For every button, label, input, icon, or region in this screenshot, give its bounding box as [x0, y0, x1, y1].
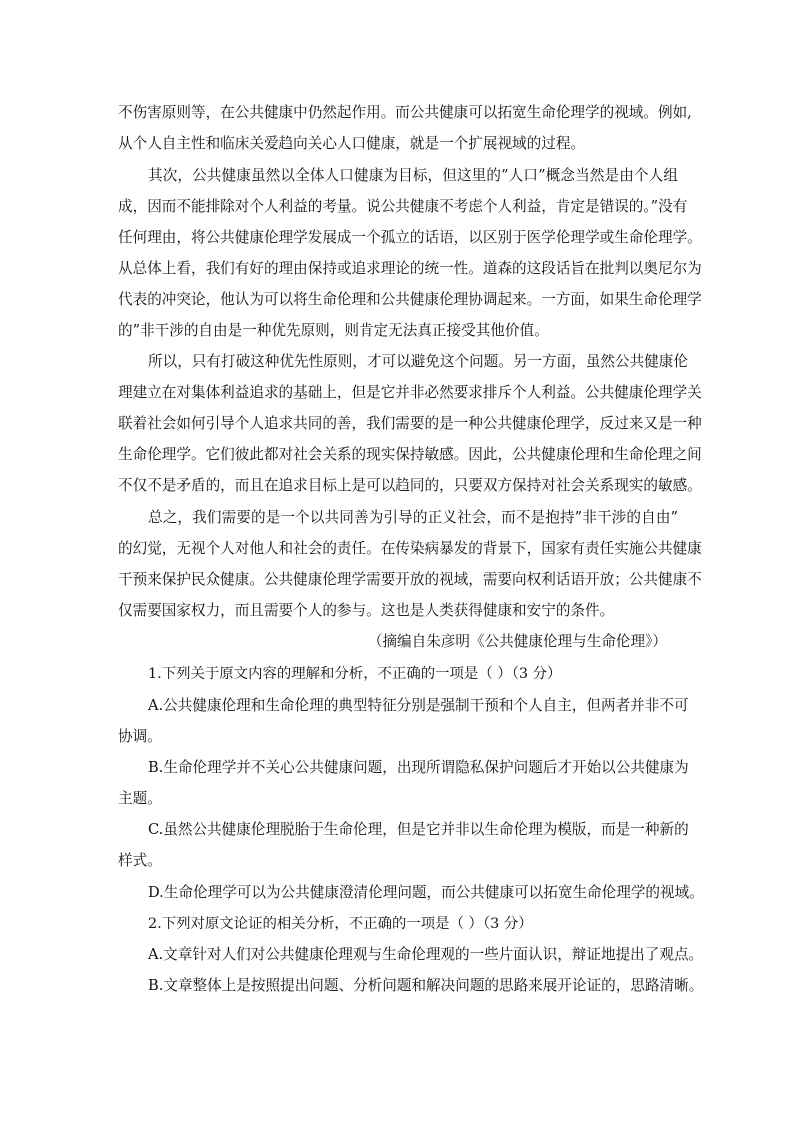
paragraph-line: 联着社会如何引导个人追求共同的善，我们需要的是一种公共健康伦理学，反过来又是一种	[118, 415, 702, 432]
paragraph-line: 的”非干涉的自由是一种优先原则，则肯定无法真正接受其他价值。	[118, 322, 549, 339]
paragraph-line: 生命伦理学。它们彼此都对社会关系的现实保持敏感。因此，公共健康伦理和生命伦理之间	[118, 446, 702, 463]
paragraph-line: 代表的冲突论，他认为可以将生命伦理和公共健康伦理协调起来。一方面，如果生命伦理学	[118, 291, 702, 308]
paragraph-line: 总之，我们需要的是一个以共同善为引导的正义社会，而不是抱持”非干涉的自由”	[148, 509, 678, 526]
question-1-option-a: A.公共健康伦理和生命伦理的典型特征分别是强制干预和个人自主，但两者并非不可	[148, 697, 689, 714]
paragraph-line: 其次，公共健康虽然以全体人口健康为目标，但这里的”人口”概念当然是由个人组	[148, 167, 678, 184]
source-attribution: （摘编自朱彦明《公共健康伦理与生命伦理》）	[367, 633, 667, 650]
paragraph-line: 从总体上看，我们有好的理由保持或追求理论的统一性。道森的这段话旨在批判以奥尼尔为	[118, 260, 702, 277]
question-1-option-c-cont: 样式。	[118, 852, 162, 869]
question-1-option-c: C.虽然公共健康伦理脱胎于生命伦理，但是它并非以生命伦理为模版，而是一种新的	[148, 821, 689, 838]
question-1-stem: 1.下列关于原文内容的理解和分析，不正确的一项是（ ）（3 分）	[148, 666, 562, 682]
paragraph-line: 理建立在对集体利益追求的基础上，但是它并非必然要求排斥个人利益。公共健康伦理学关	[118, 384, 702, 401]
question-1-option-a-cont: 协调。	[118, 728, 162, 745]
paragraph-line: 成，因而不能排除对个人利益的考量。说公共健康不考虑个人利益，肯定是错误的。”没有	[118, 198, 688, 215]
paragraph-line: 所以，只有打破这种优先性原则，才可以避免这个问题。另一方面，虽然公共健康伦	[148, 353, 688, 370]
paragraph-line: 不仅不是矛盾的，而且在追求目标上是可以趋同的，只要双方保持对社会关系现实的敏感。	[118, 477, 702, 494]
paragraph-line: 的幻觉，无视个人对他人和社会的责任。在传染病暴发的背景下，国家有责任实施公共健康	[118, 540, 702, 557]
paragraph-line: 仅需要国家权力，而且需要个人的参与。这也是人类获得健康和安宁的条件。	[118, 602, 615, 619]
question-1-option-b: B.生命伦理学并不关心公共健康问题，出现所谓隐私保护问题后才开始以公共健康为	[148, 759, 689, 776]
question-2-stem: 2.下列对原文论证的相关分析，不正确的一项是（ ）（3 分）	[148, 916, 533, 932]
paragraph-line: 不伤害原则等，在公共健康中仍然起作用。而公共健康可以拓宽生命伦理学的视域。例如,	[118, 104, 692, 121]
paragraph-line: 任何理由，将公共健康伦理学发展成一个孤立的话语，以区别于医学伦理学或生命伦理学。	[118, 229, 702, 246]
question-1-option-b-cont: 主题。	[118, 790, 162, 807]
question-2-option-b: B.文章整体上是按照提出问题、分析问题和解决问题的思路来展开论证的，思路清晰。	[148, 977, 704, 994]
question-1-option-d: D.生命伦理学可以为公共健康澄清伦理问题，而公共健康可以拓宽生命伦理学的视域。	[148, 884, 704, 901]
paragraph-line: 干预来保护民众健康。公共健康伦理学需要开放的视域，需要向权利话语开放；公共健康不	[118, 571, 702, 588]
paragraph-line: 从个人自主性和临床关爱趋向关心人口健康，就是一个扩展视域的过程。	[118, 135, 586, 152]
question-2-option-a: A.文章针对人们对公共健康伦理观与生命伦理观的一些片面认识，辩证地提出了观点。	[148, 946, 704, 963]
